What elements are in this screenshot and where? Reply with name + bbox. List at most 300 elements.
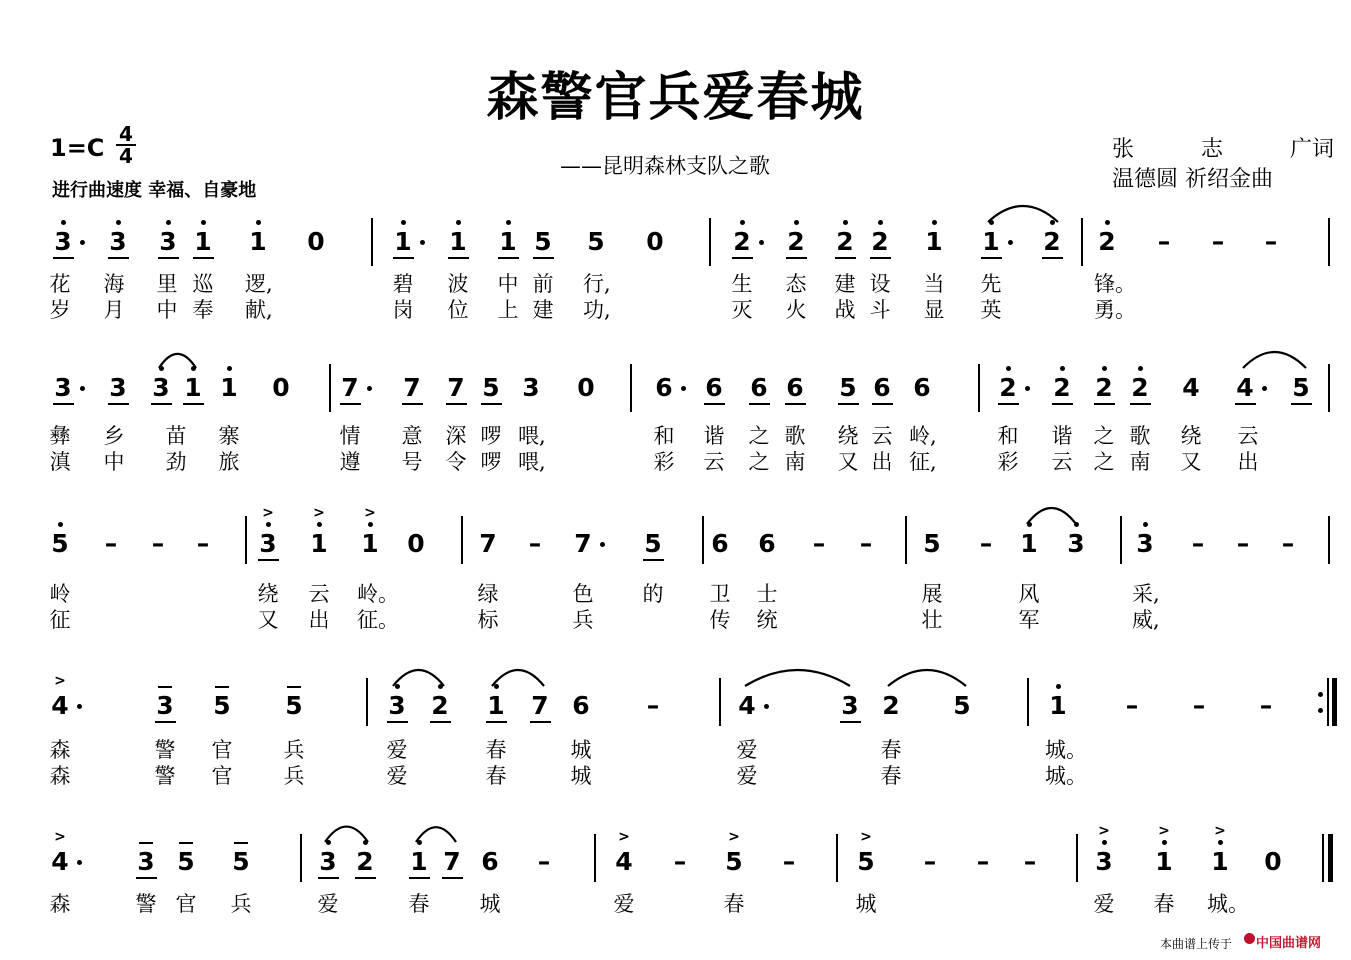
lyric-syllable: 旅 [218, 450, 240, 474]
underline-beam [108, 257, 129, 259]
note: 3 [1095, 847, 1113, 876]
underline-beam [732, 257, 753, 259]
note: 5 [232, 847, 250, 876]
augmentation-dot [420, 240, 425, 245]
note: 0 [1264, 847, 1282, 876]
underline-beam [448, 257, 469, 259]
bar-line [1328, 516, 1330, 564]
lyric-syllable: 滇 [49, 450, 71, 474]
high-octave-dot [1056, 684, 1061, 689]
lyric-syllable: 设 [869, 272, 891, 296]
lyric-syllable: 卫 [709, 582, 731, 606]
lyric-syllable: 先 [980, 272, 1002, 296]
high-octave-dot [1138, 366, 1143, 371]
lyric-syllable: 意 [401, 424, 423, 448]
high-octave-dot [58, 522, 63, 527]
lyric-syllable: 花 [49, 272, 71, 296]
note: 0 [307, 227, 325, 256]
note: 2 [431, 691, 449, 720]
bar-line [630, 364, 632, 412]
slur [393, 670, 444, 686]
bar-line [1027, 678, 1029, 726]
bar-line [719, 678, 721, 726]
accent-mark: > [618, 829, 630, 845]
lyric-syllable: 警 [154, 738, 176, 762]
note: – [1191, 529, 1205, 558]
lyric-syllable: 之 [1093, 450, 1115, 474]
slur [1243, 352, 1306, 368]
lyric-syllable: 官 [211, 738, 233, 762]
lyric-syllable: 彝 [49, 424, 71, 448]
slur [416, 827, 456, 842]
lyric-syllable: 的 [642, 582, 664, 606]
high-octave-dot [116, 220, 121, 225]
slur [745, 670, 850, 686]
lyric-syllable: 岁 [49, 298, 71, 322]
note: 7 [447, 373, 465, 402]
augmentation-dot [1008, 240, 1013, 245]
underline-beam [530, 721, 551, 723]
lyric-syllable: 岗 [392, 298, 414, 322]
note: – [151, 529, 165, 558]
note: – [812, 529, 826, 558]
note: 1 [925, 227, 943, 256]
lyric-syllable: 态 [785, 272, 807, 296]
lyric-syllable: 出 [308, 608, 330, 632]
lyric-syllable: 生 [731, 272, 753, 296]
lyric-syllable: 前 [532, 272, 554, 296]
high-octave-dot [740, 220, 745, 225]
lyricist-char: 张 [1112, 137, 1135, 162]
bar-line [1328, 218, 1330, 266]
lyric-syllable: 岭 [49, 582, 71, 606]
note: 7 [574, 529, 592, 558]
high-octave-dot [1105, 220, 1110, 225]
lyric-syllable: 啰 [480, 450, 502, 474]
note: 2 [882, 691, 900, 720]
high-octave-dot [878, 220, 883, 225]
underline-beam [387, 721, 408, 723]
lyric-syllable: 春 [880, 738, 902, 762]
final-thin-line [1322, 834, 1324, 882]
lyric-syllable: 威, [1132, 608, 1160, 632]
high-octave-dot [794, 220, 799, 225]
note: 5 [285, 691, 303, 720]
lyric-syllable: 巡 [192, 272, 214, 296]
high-octave-dot [1006, 366, 1011, 371]
lyric-syllable: 啰 [480, 424, 502, 448]
lyric-syllable: 令 [445, 450, 467, 474]
underline-beam [1291, 403, 1312, 405]
lyric-syllable: 月 [103, 298, 125, 322]
lyric-syllable: 壮 [921, 608, 943, 632]
high-octave-dot [317, 522, 322, 527]
note: – [646, 691, 660, 720]
lyric-syllable: 传 [709, 608, 731, 632]
note: 5 [725, 847, 743, 876]
lyric-syllable: 兵 [230, 892, 252, 916]
high-octave-dot [61, 220, 66, 225]
lyric-syllable: 斗 [869, 298, 891, 322]
note: 6 [913, 373, 931, 402]
tenuto-mark [158, 686, 172, 688]
note: 3 [388, 691, 406, 720]
high-octave-dot [363, 840, 368, 845]
note: 1 [249, 227, 267, 256]
augmentation-dot [600, 542, 605, 547]
lyric-syllable: 云 [1237, 424, 1259, 448]
high-octave-dot [456, 220, 461, 225]
high-octave-dot [989, 220, 994, 225]
note: 3 [522, 373, 540, 402]
high-octave-dot [368, 522, 373, 527]
lyric-syllable: 岭。 [357, 582, 399, 606]
note: 2 [836, 227, 854, 256]
high-octave-dot [932, 220, 937, 225]
repeat-thick-line [1332, 678, 1337, 726]
note: 5 [51, 529, 69, 558]
note: – [976, 847, 990, 876]
lyric-syllable: 南 [784, 450, 806, 474]
lyric-syllable: 春 [485, 738, 507, 762]
final-thick-line [1328, 834, 1333, 882]
note: 3 [1067, 529, 1085, 558]
underline-beam [1052, 403, 1073, 405]
high-octave-dot [1074, 522, 1079, 527]
note: – [1281, 529, 1295, 558]
accent-mark: > [1098, 823, 1110, 839]
underline-beam [1130, 403, 1151, 405]
note: – [1157, 227, 1171, 256]
note: 7 [479, 529, 497, 558]
lyric-syllable: 统 [756, 608, 778, 632]
lyric-syllable: 奉 [192, 298, 214, 322]
note: 5 [923, 529, 941, 558]
lyric-syllable: 上 [497, 298, 519, 322]
lyric-syllable: 军 [1018, 608, 1040, 632]
lyric-syllable: 春 [1153, 892, 1175, 916]
lyric-syllable: 城 [479, 892, 501, 916]
slur [325, 827, 368, 842]
high-octave-dot [191, 366, 196, 371]
site-logo-icon [1244, 933, 1255, 944]
note: 7 [403, 373, 421, 402]
accent-mark: > [262, 505, 274, 521]
lyric-syllable: 标 [477, 608, 499, 632]
note: 1 [487, 691, 505, 720]
note: 2 [871, 227, 889, 256]
lyric-syllable: 彩 [653, 450, 675, 474]
underline-beam [498, 257, 519, 259]
lyric-syllable: 爱 [1093, 892, 1115, 916]
lyric-syllable: 出 [1237, 450, 1259, 474]
underline-beam [53, 257, 74, 259]
underline-beam [533, 257, 554, 259]
underline-beam [158, 257, 179, 259]
lyric-syllable: 征 [49, 608, 71, 632]
note: – [1264, 227, 1278, 256]
tenuto-mark [215, 686, 229, 688]
tenuto-mark [179, 842, 193, 844]
accent-mark: > [860, 829, 872, 845]
slur [1027, 508, 1076, 524]
note: 6 [705, 373, 723, 402]
bar-line [709, 218, 711, 266]
lyric-syllable: 行, [583, 272, 611, 296]
underline-beam [258, 559, 279, 561]
note: 7 [341, 373, 359, 402]
underline-beam [193, 257, 214, 259]
accent-mark: > [54, 673, 66, 689]
lyric-syllable: 功, [583, 298, 611, 322]
note: 1 [184, 373, 202, 402]
bar-line [836, 834, 838, 882]
lyric-syllable: 和 [653, 424, 675, 448]
lyric-syllable: 森 [49, 764, 71, 788]
note: 4 [1182, 373, 1200, 402]
high-octave-dot [843, 220, 848, 225]
lyric-syllable: 展 [921, 582, 943, 606]
lyric-syllable: 战 [834, 298, 856, 322]
lyric-syllable: 苗 [165, 424, 187, 448]
note: 2 [1131, 373, 1149, 402]
lyric-syllable: 云 [703, 450, 725, 474]
underline-beam [486, 721, 507, 723]
note: – [859, 529, 873, 558]
high-octave-dot [256, 220, 261, 225]
note: 5 [213, 691, 231, 720]
lyric-syllable: 火 [785, 298, 807, 322]
underline-beam [704, 403, 725, 405]
lyric-syllable: 绕 [257, 582, 279, 606]
note: 7 [443, 847, 461, 876]
lyric-syllable: 色 [572, 582, 594, 606]
lyric-syllable: 春 [723, 892, 745, 916]
lyricist-char: 志 [1200, 137, 1223, 162]
lyric-syllable: 彩 [997, 450, 1019, 474]
composer-credit: 温德圆 祈绍金曲 [1112, 167, 1273, 192]
note: 2 [999, 373, 1017, 402]
note: 3 [159, 227, 177, 256]
underline-beam [430, 721, 451, 723]
lyric-syllable: 深 [445, 424, 467, 448]
lyric-syllable: 显 [923, 298, 945, 322]
note: 0 [646, 227, 664, 256]
lyric-syllable: 英 [980, 298, 1002, 322]
note: 2 [1043, 227, 1061, 256]
note: – [673, 847, 687, 876]
lyric-syllable: 建 [834, 272, 856, 296]
lyric-syllable: 又 [1180, 450, 1202, 474]
note: – [1211, 227, 1225, 256]
underline-beam [318, 877, 339, 879]
note: – [923, 847, 937, 876]
note: 2 [356, 847, 374, 876]
high-octave-dot [159, 366, 164, 371]
lyric-syllable: 出 [871, 450, 893, 474]
note: 3 [54, 373, 72, 402]
augmentation-dot [77, 704, 82, 709]
note: 3 [319, 847, 337, 876]
lyric-syllable: 寨 [218, 424, 240, 448]
note: 5 [482, 373, 500, 402]
augmentation-dot [77, 860, 82, 865]
note: – [528, 529, 542, 558]
lyric-syllable: 采, [1132, 582, 1160, 606]
underline-beam [998, 403, 1019, 405]
lyric-syllable: 中 [103, 450, 125, 474]
lyric-syllable: 兵 [283, 764, 305, 788]
note: – [196, 529, 210, 558]
note: 2 [1053, 373, 1071, 402]
note: 3 [841, 691, 859, 720]
lyric-syllable: 灭 [731, 298, 753, 322]
site-name[interactable]: 中国曲谱网 [1256, 936, 1322, 951]
lyric-syllable: 爱 [386, 738, 408, 762]
underline-beam [136, 877, 157, 879]
meter-top: 4 [119, 122, 133, 146]
lyric-syllable: 城 [570, 764, 592, 788]
note: – [537, 847, 551, 876]
note: 5 [839, 373, 857, 402]
underline-beam [643, 559, 664, 561]
underline-beam [870, 257, 891, 259]
lyric-syllable: 献, [245, 298, 273, 322]
lyric-syllable: 当 [923, 272, 945, 296]
high-octave-dot [506, 220, 511, 225]
lyric-syllable: 森 [49, 738, 71, 762]
augmentation-dot [80, 240, 85, 245]
slur [159, 354, 196, 368]
note: 5 [857, 847, 875, 876]
underline-beam [785, 403, 806, 405]
underline-beam [1235, 403, 1256, 405]
note: – [782, 847, 796, 876]
underline-beam [835, 257, 856, 259]
subtitle: ——昆明森林支队之歌 [560, 154, 770, 178]
high-octave-dot [201, 220, 206, 225]
note: 3 [109, 227, 127, 256]
underline-beam [155, 721, 176, 723]
lyric-syllable: 逻, [245, 272, 273, 296]
lyric-syllable: 歌 [784, 424, 806, 448]
lyric-syllable: 兵 [572, 608, 594, 632]
note: 3 [156, 691, 174, 720]
note: 2 [787, 227, 805, 256]
bar-line [329, 364, 331, 412]
bar-line [702, 516, 704, 564]
high-octave-dot [1162, 840, 1167, 845]
accent-mark: > [364, 505, 376, 521]
note: 5 [644, 529, 662, 558]
high-octave-dot [266, 522, 271, 527]
lyric-syllable: 爱 [736, 738, 758, 762]
note: 3 [137, 847, 155, 876]
bar-line [1120, 516, 1122, 564]
note: – [1259, 691, 1273, 720]
lyric-syllable: 士 [756, 582, 778, 606]
underline-beam [340, 403, 361, 405]
accent-mark: > [54, 829, 66, 845]
accent-mark: > [1158, 823, 1170, 839]
lyric-syllable: 谐 [1051, 424, 1073, 448]
accent-mark: > [1214, 823, 1226, 839]
underline-beam [481, 403, 502, 405]
lyric-syllable: 建 [532, 298, 554, 322]
note: 0 [272, 373, 290, 402]
augmentation-dot [1262, 386, 1267, 391]
slur [888, 670, 966, 686]
underline-beam [183, 403, 204, 405]
augmentation-dot [759, 240, 764, 245]
lyric-syllable: 云 [871, 424, 893, 448]
lyric-syllable: 海 [103, 272, 125, 296]
note: 5 [587, 227, 605, 256]
lyric-syllable: 爱 [736, 764, 758, 788]
high-octave-dot [1143, 522, 1148, 527]
note: 0 [577, 373, 595, 402]
meter-bottom: 4 [116, 144, 136, 166]
lyric-syllable: 风 [1018, 582, 1040, 606]
lyric-syllable: 爱 [613, 892, 635, 916]
underline-beam [749, 403, 770, 405]
lyric-syllable: 城 [855, 892, 877, 916]
lyric-syllable: 城。 [1045, 764, 1087, 788]
note: – [1125, 691, 1139, 720]
note: 4 [1236, 373, 1254, 402]
lyric-syllable: 歌 [1129, 424, 1151, 448]
bar-line [300, 834, 302, 882]
underline-beam [393, 257, 414, 259]
high-octave-dot [417, 840, 422, 845]
note: 5 [534, 227, 552, 256]
bar-line [1076, 834, 1078, 882]
lyric-syllable: 之 [1093, 424, 1115, 448]
note: 2 [733, 227, 751, 256]
lyric-syllable: 和 [997, 424, 1019, 448]
underline-beam [838, 403, 859, 405]
lyric-syllable: 城。 [1207, 892, 1249, 916]
high-octave-dot [1102, 840, 1107, 845]
high-octave-dot [438, 684, 443, 689]
note: 6 [711, 529, 729, 558]
upload-note: 本曲谱上传于 [1160, 937, 1233, 951]
lyric-syllable: 警 [154, 764, 176, 788]
note: – [1236, 529, 1250, 558]
bar-line [978, 364, 980, 412]
lyric-syllable: 劲 [165, 450, 187, 474]
note: 1 [1155, 847, 1173, 876]
underline-beam [446, 403, 467, 405]
lyric-syllable: 征。 [357, 608, 399, 632]
note: 1 [1020, 529, 1038, 558]
note: 1 [220, 373, 238, 402]
note: 6 [655, 373, 673, 402]
lyric-syllable: 官 [211, 764, 233, 788]
note: 1 [410, 847, 428, 876]
note: 1 [449, 227, 467, 256]
lyric-syllable: 遵 [339, 450, 361, 474]
tenuto-mark [287, 686, 301, 688]
tenuto-mark [234, 842, 248, 844]
underline-beam [442, 877, 463, 879]
lyricist-char: 广词 [1289, 137, 1334, 162]
note: 6 [750, 373, 768, 402]
lyric-syllable: 绿 [477, 582, 499, 606]
underline-beam [1094, 403, 1115, 405]
note: 1 [310, 529, 328, 558]
bar-line [905, 516, 907, 564]
